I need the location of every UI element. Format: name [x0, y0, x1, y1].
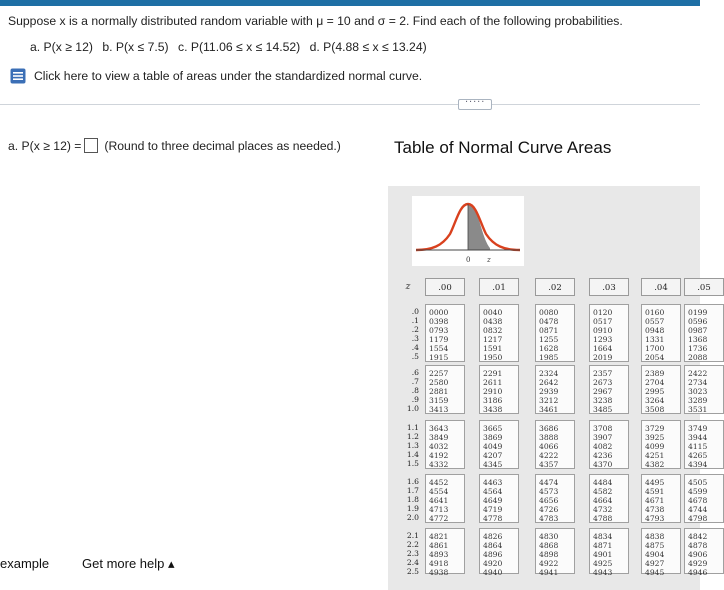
area-value: 0160	[645, 308, 665, 317]
area-value: 4821	[429, 532, 449, 541]
area-value: 4713	[429, 505, 449, 515]
area-value: 4901	[593, 550, 613, 560]
area-value: 4830	[539, 532, 559, 541]
area-value: 3686	[539, 424, 559, 433]
area-value: 4251	[645, 451, 665, 461]
area-value-block	[425, 304, 465, 362]
area-value: 3925	[645, 433, 665, 443]
column-header: .02	[535, 278, 575, 296]
z-value-block	[397, 531, 419, 576]
area-value: 3159	[429, 396, 449, 406]
answer-prefix: a. P(x ≥ 12) =	[8, 138, 82, 153]
area-value: 4463	[483, 478, 503, 487]
area-value: 2054	[645, 353, 665, 363]
area-value-block	[425, 365, 465, 414]
question-intro: Suppose x is a normally distributed random variable with μ = 10 and σ = 2. Find each of the following probabilities.	[8, 14, 623, 28]
area-value: 2324	[539, 369, 559, 378]
area-value: 0987	[688, 326, 708, 336]
area-value: 4484	[593, 478, 613, 487]
area-value: 2088	[688, 353, 708, 363]
area-value: 4778	[483, 514, 503, 524]
area-value: 4641	[429, 496, 449, 506]
area-value-block	[589, 420, 629, 469]
column-header: .03	[589, 278, 629, 296]
area-value: 4032	[429, 442, 449, 452]
z-value: 1.2	[406, 432, 419, 442]
area-value: 2939	[539, 387, 559, 397]
area-value: 4864	[483, 541, 503, 551]
area-value: 4798	[688, 514, 708, 524]
area-value-block	[589, 365, 629, 414]
area-value-block	[479, 420, 519, 469]
area-value: 2995	[645, 387, 665, 397]
area-value: 4834	[593, 532, 613, 541]
area-value: 3849	[429, 433, 449, 443]
area-value: 4906	[688, 550, 708, 560]
area-value: 0438	[483, 317, 503, 327]
area-value: 4332	[429, 460, 449, 470]
area-value: 4783	[539, 514, 559, 524]
example-button[interactable]: example	[0, 556, 50, 571]
expand-dots-handle[interactable]	[458, 99, 492, 110]
area-value: 4868	[539, 541, 559, 551]
area-value: 4920	[483, 559, 503, 569]
area-value: 3749	[688, 424, 708, 433]
area-value: 4649	[483, 496, 503, 506]
area-value: 4049	[483, 442, 503, 452]
area-value: 1985	[539, 353, 559, 363]
area-value: 0517	[593, 317, 613, 327]
z-value: 1.3	[406, 441, 419, 451]
area-value: 0948	[645, 326, 665, 336]
area-value: 3289	[688, 396, 708, 406]
table-title: Table of Normal Curve Areas	[394, 138, 612, 157]
area-value: 4938	[429, 568, 449, 578]
area-value: 4265	[688, 451, 708, 461]
area-value: 3944	[688, 433, 708, 443]
area-value: 2257	[429, 369, 449, 378]
area-value-block	[425, 474, 465, 523]
z-value: 2.0	[406, 513, 419, 523]
area-value: 1368	[688, 335, 708, 345]
area-value: 4192	[429, 451, 449, 461]
area-value: 4564	[483, 487, 503, 497]
z-value: .5	[411, 352, 419, 362]
curve-label-zero: 0	[466, 256, 471, 264]
z-value: .0	[411, 307, 419, 316]
area-value: 1217	[483, 335, 503, 345]
area-value: 4922	[539, 559, 559, 569]
z-column-header: z	[405, 282, 411, 292]
area-value: 4656	[539, 496, 559, 506]
area-value: 4370	[593, 460, 613, 470]
area-value: 1915	[429, 353, 449, 363]
area-value: 0596	[688, 317, 708, 327]
answer-row	[8, 138, 341, 153]
area-value: 4671	[645, 496, 665, 506]
area-value-block	[479, 304, 519, 362]
area-value: 4744	[688, 505, 708, 515]
table-icon	[10, 68, 26, 84]
area-value: 0040	[483, 308, 503, 317]
area-value: 3413	[429, 405, 449, 415]
area-value: 0910	[593, 326, 613, 336]
z-value: .7	[411, 377, 419, 387]
area-value-block	[641, 304, 681, 362]
z-value: 1.8	[406, 495, 419, 505]
area-value: 2611	[483, 378, 503, 388]
curve-label-z: z	[487, 256, 491, 264]
area-value-block	[535, 365, 575, 414]
z-value-block	[397, 423, 419, 468]
area-value-block	[641, 528, 681, 578]
z-value: 2.4	[406, 558, 419, 568]
area-value: 4382	[645, 460, 665, 470]
area-value: 4573	[539, 487, 559, 497]
area-value-block	[535, 420, 575, 469]
area-value: 0871	[539, 326, 559, 336]
area-value-block	[684, 365, 724, 414]
get-more-help-button[interactable]: Get more help ▴	[82, 556, 175, 571]
z-value: 1.9	[406, 504, 419, 514]
area-value-block	[479, 528, 519, 578]
area-value: 2019	[593, 353, 613, 363]
area-value-block	[589, 474, 629, 523]
area-value: 4871	[593, 541, 613, 551]
area-value: 2734	[688, 378, 708, 388]
area-value: 4772	[429, 514, 449, 524]
area-value: 4664	[593, 496, 613, 506]
area-value-block	[641, 420, 681, 469]
area-value: 3485	[593, 405, 613, 415]
z-value: 1.0	[406, 404, 419, 414]
z-value: .3	[411, 334, 419, 344]
area-value: 3907	[593, 433, 613, 443]
area-value: 4896	[483, 550, 503, 560]
area-value: 0478	[539, 317, 559, 327]
area-value: 4875	[645, 541, 665, 551]
answer-note: (Round to three decimal places as needed.)	[104, 138, 341, 153]
area-value: 0000	[429, 308, 449, 317]
area-value: 4066	[539, 442, 559, 452]
area-value: 2291	[483, 369, 503, 378]
area-value-block	[589, 528, 629, 578]
area-value-block	[589, 304, 629, 362]
area-value-block	[535, 304, 575, 362]
area-value: 4505	[688, 478, 708, 487]
column-header: .01	[479, 278, 519, 296]
area-value: 4345	[483, 460, 503, 470]
area-value: 4394	[688, 460, 708, 470]
area-value: 3643	[429, 424, 449, 433]
area-value: 2673	[593, 378, 613, 388]
area-value: 2642	[539, 378, 559, 388]
area-value: 4582	[593, 487, 613, 497]
z-value-block	[397, 368, 419, 413]
area-value: 4943	[593, 568, 613, 578]
area-value-block	[425, 420, 465, 469]
area-value: 4452	[429, 478, 449, 487]
area-value: 4842	[688, 532, 708, 541]
area-value: 0557	[645, 317, 665, 327]
area-value: 4904	[645, 550, 665, 560]
column-header: .00	[425, 278, 465, 296]
z-value: 1.7	[406, 486, 419, 496]
area-value: 4925	[593, 559, 613, 569]
area-value-block	[641, 474, 681, 523]
normal-curve-figure	[412, 196, 524, 266]
area-value: 2357	[593, 369, 613, 378]
area-value: 4898	[539, 550, 559, 560]
area-value: 3708	[593, 424, 613, 433]
z-value: 2.3	[406, 549, 419, 559]
area-value-block	[535, 474, 575, 523]
area-value: 2389	[645, 369, 665, 378]
area-value: 4861	[429, 541, 449, 551]
normal-table-link[interactable]	[10, 68, 422, 84]
area-value-block	[684, 474, 724, 523]
column-header: .04	[641, 278, 681, 296]
area-value: 0080	[539, 308, 559, 317]
area-value: 1331	[645, 335, 665, 345]
z-value: 1.6	[406, 477, 419, 486]
area-value: 4599	[688, 487, 708, 497]
area-value: 1255	[539, 335, 559, 345]
area-value: 3264	[645, 396, 665, 406]
area-value: 4945	[645, 568, 665, 578]
area-value: 4099	[645, 442, 665, 452]
area-value: 4082	[593, 442, 613, 452]
area-value-block	[425, 528, 465, 578]
area-value-block	[641, 365, 681, 414]
area-value: 4738	[645, 505, 665, 515]
area-value: 3869	[483, 433, 503, 443]
area-value: 0120	[593, 308, 613, 317]
area-value: 4236	[593, 451, 613, 461]
area-value: 4495	[645, 478, 665, 487]
area-value: 2967	[593, 387, 613, 397]
area-value: 1591	[483, 344, 503, 354]
area-value: 4946	[688, 568, 708, 578]
area-value: 4726	[539, 505, 559, 515]
top-accent-bar	[0, 0, 700, 6]
area-value-block	[684, 528, 724, 578]
area-value: 4591	[645, 487, 665, 497]
area-value: 4732	[593, 505, 613, 515]
normal-areas-table	[397, 278, 711, 590]
area-value: 4357	[539, 460, 559, 470]
area-value: 3508	[645, 405, 665, 415]
z-value-block	[397, 307, 419, 362]
area-value: 3729	[645, 424, 665, 433]
column-header: .05	[684, 278, 724, 296]
area-value: 1950	[483, 353, 503, 363]
area-value: 4678	[688, 496, 708, 506]
area-value: 0793	[429, 326, 449, 336]
area-value: 4207	[483, 451, 503, 461]
area-value: 3186	[483, 396, 503, 406]
area-value-block	[684, 304, 724, 362]
section-divider	[0, 104, 700, 105]
area-value: 3212	[539, 396, 559, 406]
area-value: 4941	[539, 568, 559, 578]
table-link-text: Click here to view a table of areas under the standardized normal curve.	[34, 69, 423, 83]
area-value: 4719	[483, 505, 503, 515]
z-value: 1.1	[406, 423, 419, 432]
z-value: 2.2	[406, 540, 419, 550]
area-value: 3665	[483, 424, 503, 433]
area-value: 4940	[483, 568, 503, 578]
part-c: c. P(11.06 ≤ x ≤ 14.52)	[178, 40, 301, 54]
area-value: 1664	[593, 344, 613, 354]
area-value: 1179	[429, 335, 449, 345]
area-value: 3023	[688, 387, 708, 397]
area-value: 3238	[593, 396, 613, 406]
area-value: 4826	[483, 532, 503, 541]
area-value: 4918	[429, 559, 449, 569]
area-value: 0199	[688, 308, 708, 317]
area-value-block	[684, 420, 724, 469]
area-value: 4927	[645, 559, 665, 569]
area-value: 2910	[483, 387, 503, 397]
z-value: 1.5	[406, 459, 419, 469]
z-value: 2.5	[406, 567, 419, 577]
z-value-block	[397, 477, 419, 522]
z-value: .8	[411, 386, 419, 396]
area-value: 4878	[688, 541, 708, 551]
area-value: 1293	[593, 335, 613, 345]
part-d: d. P(4.88 ≤ x ≤ 13.24)	[309, 40, 427, 54]
area-value: 2580	[429, 378, 449, 388]
z-value: .4	[411, 343, 419, 353]
area-value: 2881	[429, 387, 449, 397]
question-parts	[30, 40, 433, 54]
area-value: 4793	[645, 514, 665, 524]
area-value: 3531	[688, 405, 708, 415]
area-value: 1700	[645, 344, 665, 354]
area-value: 4115	[688, 442, 708, 452]
area-value: 4893	[429, 550, 449, 560]
area-value: 1554	[429, 344, 449, 354]
answer-input[interactable]	[84, 138, 98, 153]
z-value: .1	[411, 316, 419, 326]
area-value: 4554	[429, 487, 449, 497]
area-value-block	[479, 474, 519, 523]
area-value-block	[479, 365, 519, 414]
area-value-block	[535, 528, 575, 578]
area-value: 4474	[539, 478, 559, 487]
part-a: a. P(x ≥ 12)	[30, 40, 93, 54]
area-value: 2422	[688, 369, 708, 378]
part-b: b. P(x ≤ 7.5)	[102, 40, 169, 54]
area-value: 3888	[539, 433, 559, 443]
area-value: 1736	[688, 344, 708, 354]
area-value: 4788	[593, 514, 613, 524]
area-value: 4929	[688, 559, 708, 569]
z-value: .2	[411, 325, 419, 335]
z-value: .6	[411, 368, 419, 377]
z-value: 2.1	[406, 531, 419, 540]
area-value: 0832	[483, 326, 503, 336]
area-value: 4838	[645, 532, 665, 541]
area-value: 3438	[483, 405, 503, 415]
area-value: 0398	[429, 317, 449, 327]
z-value: .9	[411, 395, 419, 405]
area-value: 3461	[539, 405, 559, 415]
area-value: 2704	[645, 378, 665, 388]
area-value: 1628	[539, 344, 559, 354]
area-value: 4222	[539, 451, 559, 461]
z-value: 1.4	[406, 450, 419, 460]
